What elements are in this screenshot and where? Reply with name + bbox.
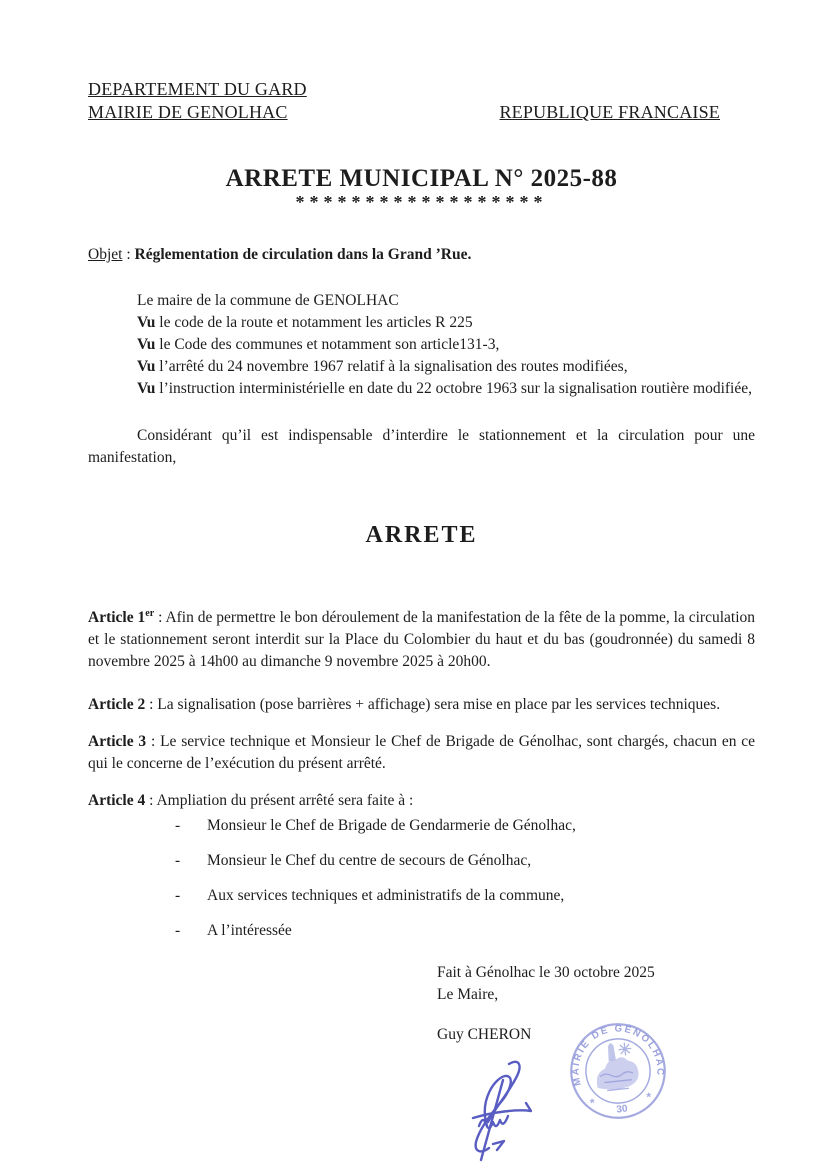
list-dash: - <box>175 852 181 870</box>
stamp-arc-text: MAIRIE DE GÉNOLHAC <box>570 1023 666 1087</box>
stamp-number: 30 <box>615 1103 629 1116</box>
vu-text: le code de la route et notamment les articles R 225 <box>159 314 473 331</box>
list-item-text: Monsieur le Chef de Brigade de Gendarmerie de Génolhac, <box>207 817 576 835</box>
article-2 <box>88 694 755 716</box>
signature-role: Le Maire, <box>437 986 499 1004</box>
article-separator: : <box>146 733 161 751</box>
list-dash: - <box>175 922 181 940</box>
signature-stroke <box>493 1141 504 1150</box>
department-line: DEPARTEMENT DU GARD <box>88 79 307 99</box>
vu-label: Vu <box>137 380 156 397</box>
vu-text: l’instruction interministérielle en date du 22 octobre 1963 sur la signalisation routière modifiée, <box>159 380 752 397</box>
list-item-text: Monsieur le Chef du centre de secours de Génolhac, <box>207 852 532 870</box>
preamble-intro: Le maire de la commune de GENOLHAC <box>137 292 399 309</box>
list-dash: - <box>175 887 181 905</box>
republique-line: REPUBLIQUE FRANCAISE <box>499 102 720 122</box>
article-3 <box>88 731 755 775</box>
article-label: Article 4 <box>88 792 146 810</box>
objet-label: Objet <box>88 246 123 263</box>
article-label: Article 1er <box>88 608 155 627</box>
vu-line <box>88 378 755 400</box>
article-text: Le service technique et Monsieur le Chef de Brigade de Génolhac, sont chargés, chacun en ce qui le concerne de l’exécution du présent arrêté. <box>88 733 755 773</box>
ampliation-list <box>88 815 755 942</box>
objet-text: Réglementation de circulation dans la Grand ’Rue. <box>134 246 472 263</box>
considerant-paragraph: Considérant qu’il est indispensable d’interdire le stationnement et la circulation pour une manifestation, <box>88 427 755 466</box>
list-dash: - <box>175 817 181 835</box>
article-separator: : <box>145 792 157 810</box>
article-text: La signalisation (pose barrières + affichage) sera mise en place par les services techniques. <box>157 696 721 714</box>
vu-text: le Code des communes et notamment son article131-3, <box>159 336 500 353</box>
signature-stroke <box>473 1103 531 1118</box>
vu-text: l’arrêté du 24 novembre 1967 relatif à la signalisation des routes modifiées, <box>159 358 628 375</box>
vu-label: Vu <box>137 358 156 375</box>
list-item <box>88 815 755 837</box>
article-separator: : <box>145 696 158 714</box>
letterhead-left <box>88 78 307 124</box>
stamp-coat-of-arms <box>593 1041 640 1092</box>
handwritten-signature <box>443 1056 558 1166</box>
list-item <box>88 920 755 942</box>
article-label: Article 2 <box>88 696 146 714</box>
stamp-star-right: * <box>645 1089 652 1105</box>
objet-separator: : <box>122 246 135 263</box>
list-item <box>88 850 755 872</box>
arrete-heading: ARRETE <box>365 522 478 548</box>
article-separator: : <box>154 609 166 627</box>
vu-label: Vu <box>137 336 156 353</box>
signature-place-date: Fait à Génolhac le 30 octobre 2025 <box>437 964 655 982</box>
article-text: Ampliation du présent arrêté sera faite à : <box>156 792 414 810</box>
article-text: Afin de permettre le bon déroulement de la manifestation de la fête de la pomme, la circulation et le stationnement seront interdit sur la Place du Colombier du haut et du bas (goudronnée) du samedi 8 novembre 2025 à 14h00 au dimanche 9 novembre 2025 à 20h00. <box>88 609 756 671</box>
preamble <box>88 290 755 469</box>
mairie-stamp-seal <box>563 1016 673 1126</box>
article-1 <box>88 603 755 673</box>
article-4 <box>88 790 755 812</box>
stars-divider: ****************** <box>295 192 548 212</box>
signature-name: Guy CHERON <box>437 1026 532 1044</box>
vu-line <box>88 312 755 334</box>
list-item-text: A l’intéressée <box>207 922 292 940</box>
document-title: ARRETE MUNICIPAL N° 2025-88 <box>225 165 618 192</box>
vu-line <box>88 334 755 356</box>
list-item-text: Aux services techniques et administratifs de la commune, <box>207 887 565 905</box>
article-label: Article 3 <box>88 733 147 751</box>
stamp-star-left: * <box>589 1095 596 1111</box>
list-item <box>88 885 755 907</box>
vu-label: Vu <box>137 314 156 331</box>
objet-line <box>88 244 755 266</box>
vu-line <box>88 356 755 378</box>
letterhead <box>88 78 755 124</box>
mairie-line: MAIRIE DE GENOLHAC <box>88 102 288 122</box>
article-ordinal-sup: er <box>145 608 155 619</box>
